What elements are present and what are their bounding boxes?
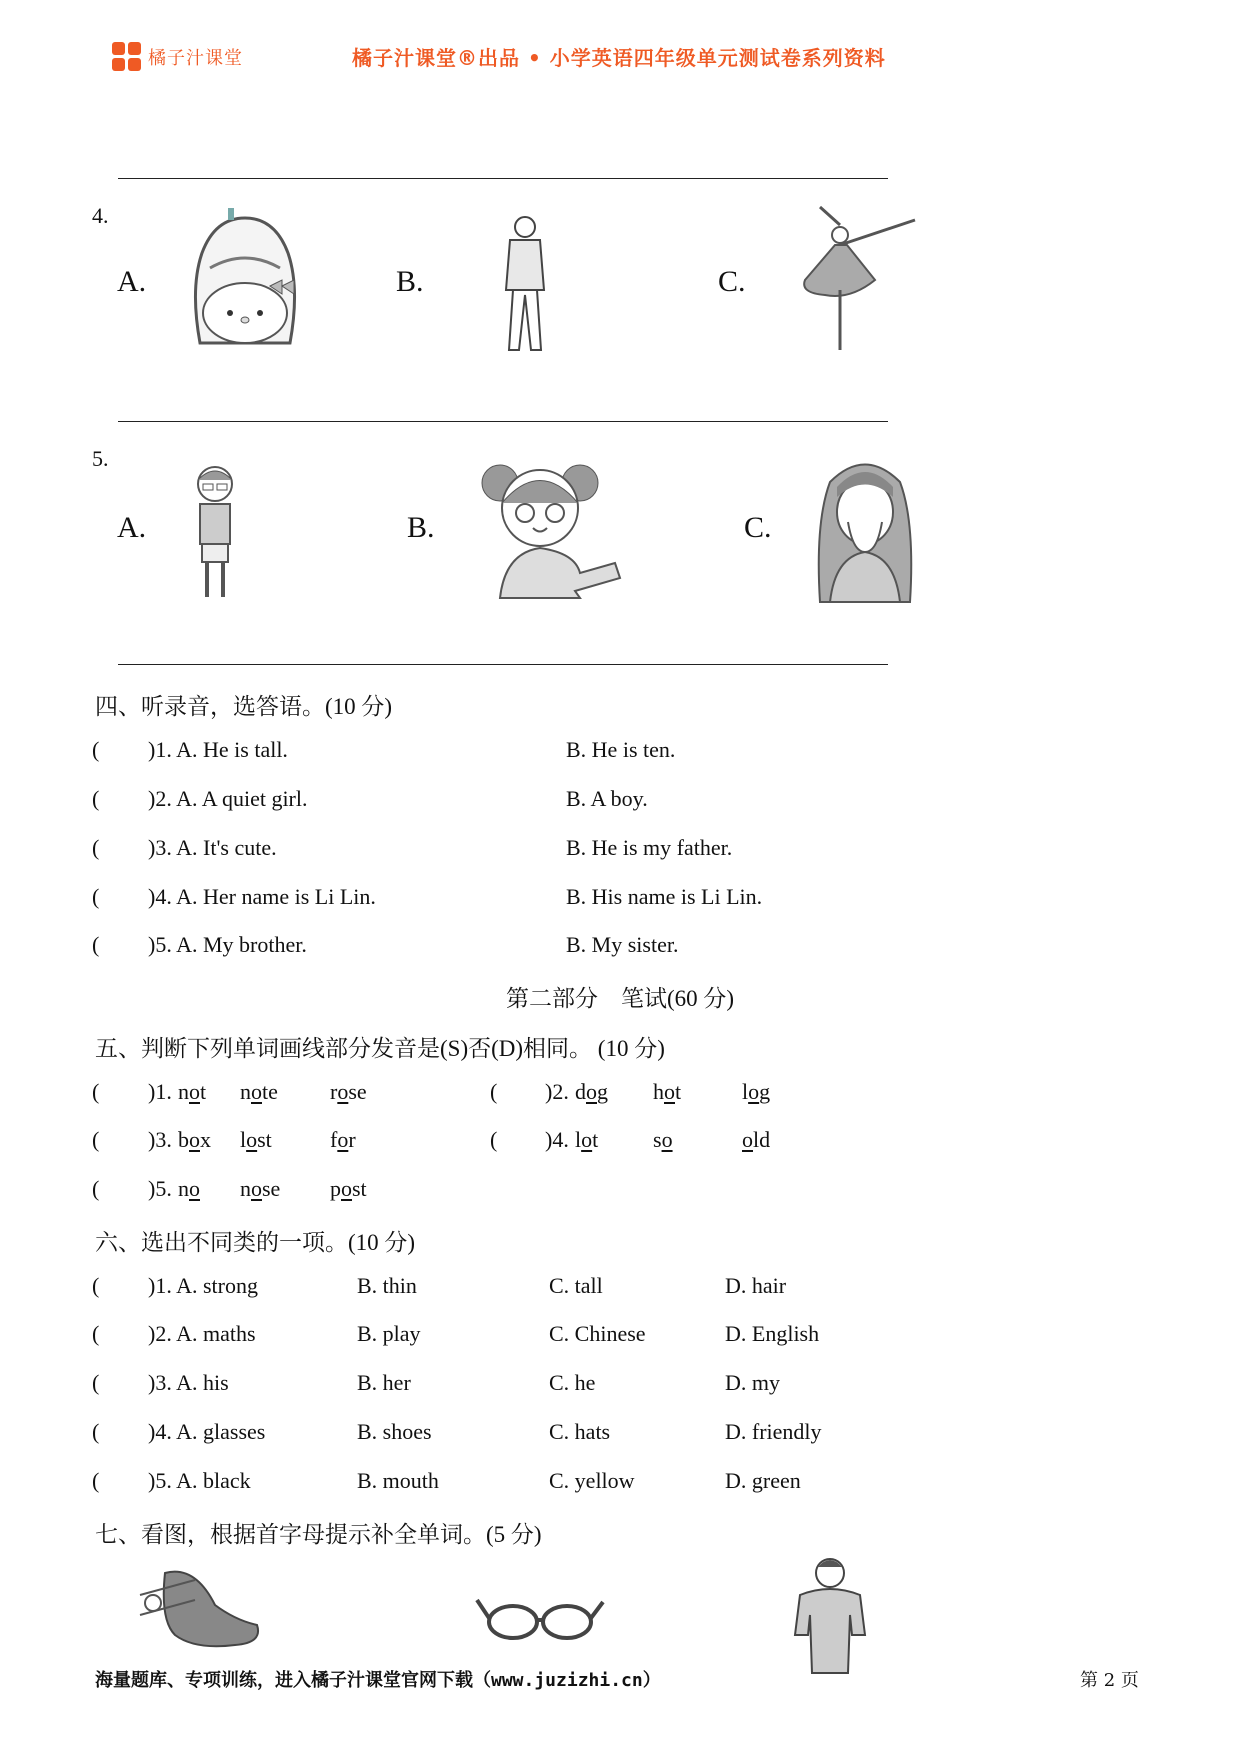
option-d: D. English bbox=[725, 1321, 820, 1346]
answer-paren[interactable]: ( bbox=[92, 884, 100, 909]
question-row bbox=[0, 786, 1240, 816]
item-number: )1. bbox=[148, 1079, 172, 1104]
option-label: B. bbox=[407, 511, 435, 544]
answer-paren[interactable]: ( bbox=[92, 1127, 100, 1152]
option-c: C. tall bbox=[549, 1273, 603, 1298]
option-b: B. My sister. bbox=[566, 932, 679, 957]
option-d: D. my bbox=[725, 1370, 780, 1395]
option-label: B. bbox=[396, 265, 424, 298]
answer-line bbox=[118, 664, 888, 665]
option-label: A. bbox=[117, 511, 147, 544]
option-a: )3. A. his bbox=[148, 1370, 229, 1395]
word-3: rose bbox=[330, 1079, 367, 1104]
question-number: 5. bbox=[92, 446, 109, 471]
answer-paren[interactable]: ( bbox=[92, 786, 100, 811]
answer-paren[interactable]: ( bbox=[92, 737, 100, 762]
option-b: B. mouth bbox=[357, 1468, 439, 1493]
long-hair-girl-picture bbox=[810, 452, 920, 607]
option-d: D. friendly bbox=[725, 1419, 822, 1444]
option-b: B. thin bbox=[357, 1273, 417, 1298]
option-a: )2. A. maths bbox=[148, 1321, 256, 1346]
option-label: A. bbox=[117, 265, 147, 298]
word-3: post bbox=[330, 1176, 367, 1201]
standing-man-picture bbox=[495, 212, 555, 357]
option-b: B. He is ten. bbox=[566, 737, 676, 762]
answer-paren[interactable]: ( bbox=[92, 1370, 100, 1395]
option-b: B. He is my father. bbox=[566, 835, 733, 860]
footer-text: 海量题库、专项训练，进入橘子汁课堂官网下载（www.juzizhi.cn） bbox=[95, 1670, 661, 1691]
option-c: C. Chinese bbox=[549, 1321, 646, 1346]
option-a: )1. A. strong bbox=[148, 1273, 258, 1298]
word-1: not bbox=[178, 1079, 207, 1104]
ballet-dancer-picture bbox=[795, 205, 920, 355]
word-2: lost bbox=[240, 1127, 272, 1152]
answer-paren[interactable]: ( bbox=[490, 1127, 498, 1152]
brand-name: 橘子汁课堂 bbox=[148, 48, 243, 69]
logo-icon bbox=[112, 42, 142, 72]
option-c: C. hats bbox=[549, 1419, 611, 1444]
question-row bbox=[0, 835, 1240, 865]
answer-paren[interactable]: ( bbox=[92, 1176, 100, 1201]
question-row bbox=[0, 884, 1240, 914]
question-row bbox=[0, 1468, 1240, 1498]
part-title: 第二部分 笔试(60 分) bbox=[505, 986, 735, 1011]
item-number: )4. bbox=[545, 1127, 569, 1152]
strong-man-picture bbox=[790, 1555, 870, 1675]
option-label: C. bbox=[718, 265, 746, 298]
word-3: log bbox=[742, 1079, 771, 1104]
girl-with-glasses-picture bbox=[475, 453, 625, 603]
word-2: so bbox=[653, 1127, 673, 1152]
option-b: B. shoes bbox=[357, 1419, 432, 1444]
question-row bbox=[0, 1127, 1240, 1157]
option-b: B. play bbox=[357, 1321, 421, 1346]
question-row bbox=[0, 737, 1240, 767]
section-title: 七、看图，根据首字母提示补全单词。(5 分) bbox=[95, 1522, 542, 1547]
word-1: no bbox=[178, 1176, 200, 1201]
option-b: B. A boy. bbox=[566, 786, 648, 811]
question-row bbox=[0, 1419, 1240, 1449]
option-b: B. His name is Li Lin. bbox=[566, 884, 763, 909]
brand-logo bbox=[112, 42, 243, 72]
item-number: )3. bbox=[148, 1127, 172, 1152]
answer-paren[interactable]: ( bbox=[92, 932, 100, 957]
item-number: )2. bbox=[545, 1079, 569, 1104]
word-3: old bbox=[742, 1127, 771, 1152]
answer-paren[interactable]: ( bbox=[490, 1079, 498, 1104]
answer-paren[interactable]: ( bbox=[92, 835, 100, 860]
header-title: 橘子汁课堂®出品 • 小学英语四年级单元测试卷系列资料 bbox=[352, 46, 886, 70]
word-2: hot bbox=[653, 1079, 682, 1104]
word-2: note bbox=[240, 1079, 278, 1104]
section-title: 四、听录音，选答语。(10 分) bbox=[95, 694, 393, 719]
answer-paren[interactable]: ( bbox=[92, 1273, 100, 1298]
option-label: C. bbox=[744, 511, 772, 544]
question-number: 4. bbox=[92, 203, 109, 228]
option-a: )2. A. A quiet girl. bbox=[148, 786, 308, 811]
boy-with-glasses-picture bbox=[185, 462, 245, 607]
answer-line bbox=[118, 178, 888, 179]
question-row bbox=[0, 932, 1240, 962]
backpack-picture bbox=[180, 208, 310, 348]
option-c: C. he bbox=[549, 1370, 596, 1395]
option-b: B. her bbox=[357, 1370, 411, 1395]
option-d: D. hair bbox=[725, 1273, 787, 1298]
word-3: for bbox=[330, 1127, 356, 1152]
option-a: )3. A. It's cute. bbox=[148, 835, 277, 860]
word-1: box bbox=[178, 1127, 211, 1152]
option-a: )1. A. He is tall. bbox=[148, 737, 288, 762]
answer-line bbox=[118, 421, 888, 422]
question-row bbox=[0, 1176, 1240, 1206]
item-number: )5. bbox=[148, 1176, 172, 1201]
shoes-picture bbox=[135, 1565, 265, 1650]
question-row bbox=[0, 1321, 1240, 1351]
section-title: 五、判断下列单词画线部分发音是(S)否(D)相同。 (10 分) bbox=[95, 1036, 665, 1061]
question-row bbox=[0, 1273, 1240, 1303]
question-row bbox=[0, 1079, 1240, 1109]
answer-paren[interactable]: ( bbox=[92, 1321, 100, 1346]
option-d: D. green bbox=[725, 1468, 801, 1493]
option-c: C. yellow bbox=[549, 1468, 635, 1493]
option-a: )5. A. black bbox=[148, 1468, 251, 1493]
word-1: lot bbox=[575, 1127, 599, 1152]
answer-paren[interactable]: ( bbox=[92, 1468, 100, 1493]
answer-paren[interactable]: ( bbox=[92, 1079, 100, 1104]
section-title: 六、选出不同类的一项。(10 分) bbox=[95, 1230, 416, 1255]
option-a: )4. A. glasses bbox=[148, 1419, 266, 1444]
word-2: nose bbox=[240, 1176, 281, 1201]
option-a: )4. A. Her name is Li Lin. bbox=[148, 884, 376, 909]
answer-paren[interactable]: ( bbox=[92, 1419, 100, 1444]
glasses-picture bbox=[475, 1590, 605, 1645]
option-a: )5. A. My brother. bbox=[148, 932, 307, 957]
page-number: 第 2 页 bbox=[1080, 1670, 1139, 1691]
word-1: dog bbox=[575, 1079, 608, 1104]
question-row bbox=[0, 1370, 1240, 1400]
